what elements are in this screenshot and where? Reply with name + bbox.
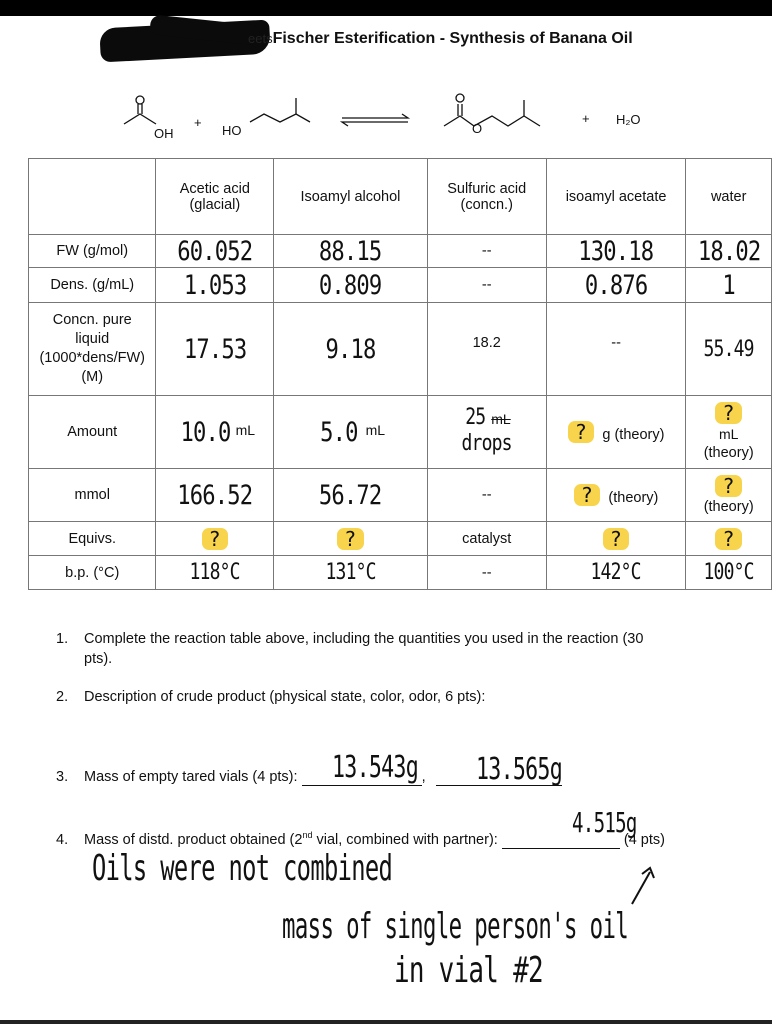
dens-row: [29, 268, 772, 303]
amount-acetic: 10.0 $^{mL}$: [156, 396, 274, 469]
dens-water: 1: [686, 268, 772, 303]
fw-row: [29, 235, 772, 268]
isoamyl-alcohol-chain: [250, 114, 310, 122]
amount-water: ? mL (theory): [686, 396, 772, 469]
header-isoamyl-alcohol: Isoamyl alcohol: [274, 159, 427, 235]
alcohol-ho-label: HO: [222, 123, 242, 138]
row-label-amount: Amount: [29, 396, 156, 469]
row-label-dens: Dens. (g/mL): [29, 268, 156, 303]
concn-isoamyl: 9.18: [274, 303, 427, 396]
equivs-water: ?: [686, 522, 772, 556]
dens-isoamyl: 0.809: [274, 268, 427, 303]
bp-acetic: 118°C: [156, 556, 274, 590]
ester-carbonyl: [458, 104, 462, 116]
dens-acetic: 1.053: [156, 268, 274, 303]
bp-water: 100°C: [686, 556, 772, 590]
plus-sign-1: +: [194, 115, 202, 130]
row-label-bp: b.p. (°C): [29, 556, 156, 590]
acetic-acid-bonds: [124, 114, 156, 124]
ester-o-label: O: [472, 121, 483, 136]
title-prefix: eets: [248, 31, 273, 46]
q3-answer-1: 13.543g: [332, 750, 418, 785]
fw-sulfuric: --: [427, 235, 546, 268]
q4-answer: 4.515g: [572, 806, 637, 839]
question-2: 2. Description of crude product (physical state, color, odor, 6 pts):: [56, 689, 486, 705]
question-4: 4. Mass of distd. product obtained (2nd vial, combined with partner): (4 pts): [56, 830, 665, 848]
equivs-isoamyl: ?: [274, 522, 427, 556]
row-label-mmol: mmol: [29, 469, 156, 522]
bp-isoamyl: 131°C: [274, 556, 427, 590]
bp-row: [29, 556, 772, 590]
top-bar: [0, 0, 772, 16]
acid-oh-label: OH: [154, 126, 174, 141]
fw-water: 18.02: [686, 235, 772, 268]
note-line-3: in vial #2: [394, 950, 543, 991]
note-line-2: mass of single person's oil: [282, 906, 629, 947]
concn-acetic: 17.53: [156, 303, 274, 396]
forward-arrow: [342, 114, 408, 118]
header-row: [29, 159, 772, 235]
question-1: 1. Complete the reaction table above, including the quantities you used in the reaction (30: [56, 631, 644, 647]
concn-row: [29, 303, 772, 396]
amount-row: [29, 396, 772, 469]
amount-ester: ? g (theory): [546, 396, 686, 469]
header-water: water: [686, 159, 772, 235]
ester-chain: [444, 116, 540, 126]
concn-ester: --: [546, 303, 686, 396]
equivs-ester: ?: [546, 522, 686, 556]
fw-ester: 130.18: [546, 235, 686, 268]
amount-sulfuric: 25 mL drops: [427, 396, 546, 469]
note-line-1: Oils were not combined: [92, 848, 393, 889]
equivs-sulfuric: catalyst: [427, 522, 546, 556]
q4-blank: [502, 848, 620, 849]
reaction-table: [28, 158, 772, 590]
title-text: Fischer Esterification - Synthesis of Banana Oil: [272, 30, 633, 47]
fw-acetic: 60.052: [156, 235, 274, 268]
dens-ester: 0.876: [546, 268, 686, 303]
equivs-row: [29, 522, 772, 556]
fw-isoamyl: 88.15: [274, 235, 427, 268]
q3-blank-1: [302, 785, 422, 786]
reverse-arrow: [342, 122, 408, 126]
equivs-acetic: ?: [156, 522, 274, 556]
q3-answer-2: 13.565g: [476, 752, 562, 787]
row-label-fw: FW (g/mol): [29, 235, 156, 268]
ester-carbonyl-oxygen: [456, 94, 464, 102]
page-title: [248, 30, 633, 48]
amount-isoamyl: 5.0 $^{mL}$: [274, 396, 427, 469]
question-1-cont: pts).: [84, 651, 113, 667]
row-label-equivs: Equivs.: [29, 522, 156, 556]
mmol-acetic: 166.52: [156, 469, 274, 522]
row-label-concn: Concn. pure liquid (1000*dens/FW) (M): [29, 303, 156, 396]
up-arrow-icon: [624, 862, 664, 906]
bottom-bar: [0, 1020, 772, 1024]
acetic-acid-carbonyl: [138, 104, 142, 114]
water-label: H₂O: [616, 112, 641, 127]
mmol-isoamyl: 56.72: [274, 469, 427, 522]
mmol-ester: ? (theory): [546, 469, 686, 522]
reaction-scheme: [110, 86, 670, 150]
header-sulfuric-acid: Sulfuric acid (concn.): [427, 159, 546, 235]
mmol-row: [29, 469, 772, 522]
concn-water: 55.49: [686, 303, 772, 396]
bp-sulfuric: --: [427, 556, 546, 590]
mmol-water: ? (theory): [686, 469, 772, 522]
dens-sulfuric: --: [427, 268, 546, 303]
header-acetic-acid: Acetic acid (glacial): [156, 159, 274, 235]
corner-cell: [29, 159, 156, 235]
plus-sign-2: +: [582, 111, 590, 126]
concn-sulfuric: 18.2: [427, 303, 546, 396]
bp-ester: 142°C: [546, 556, 686, 590]
header-isoamyl-acetate: isoamyl acetate: [546, 159, 686, 235]
question-3: 3. Mass of empty tared vials (4 pts): ,: [56, 768, 562, 786]
acetic-acid-oxygen: [136, 96, 144, 104]
mmol-sulfuric: --: [427, 469, 546, 522]
